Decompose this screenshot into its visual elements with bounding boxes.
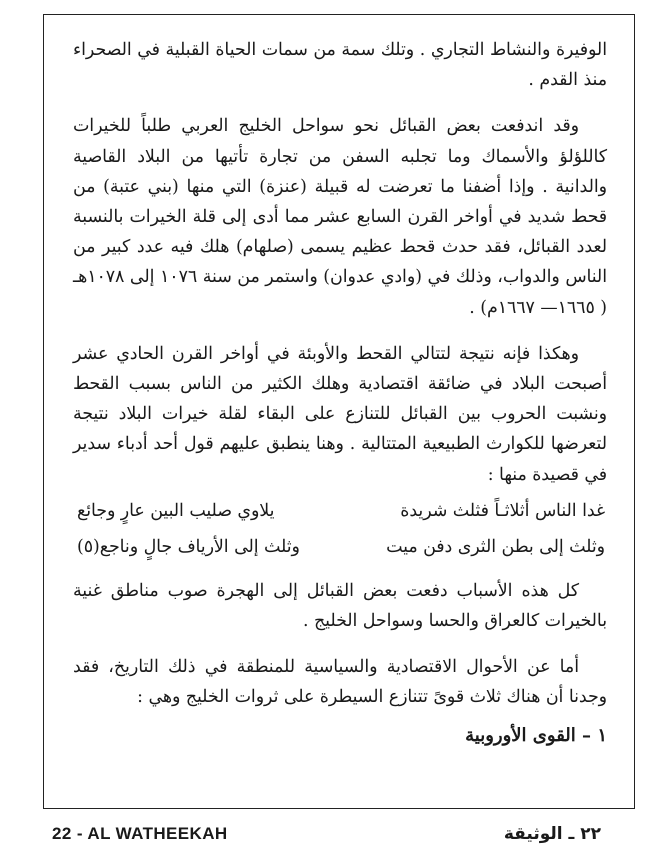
- verse-1-second-hemistich: يلاوي صليب البين عارٍ وجائع: [77, 500, 275, 521]
- footer-page-label-english: 22 - AL WATHEEKAH: [52, 824, 228, 843]
- paragraph-2: وقد اندفعت بعض القبائل نحو سواحل الخليج العربي طلباً للخيرات كاللؤلؤ والأسماك وما تجلبه السفن من تجارة تأتيها من البلاد القاصية والدانية . وإذا أضفنا ما تعرضت له قبيلة (عنزة) التي منها (بني عتبة) من قحط شديد في أواخر القرن السابع عشر مما أدى إلى قلة الخيرات بالنسبة لعدد القبائل، فقد حدث قحط عظيم يسمى (صلهام) هلك فيه عدد كبير من الناس والدواب، وذلك في (وادي عدوان) واستمر من سنة ١٠٧٦ إلى ١٠٧٨هـ ( ١٦٦٥— ١٦٦٧م) .: [73, 116, 607, 318]
- paragraph-3: وهكذا فإنه نتيجة لتتالي القحط والأوبئة في أواخر القرن الحادي عشر أصبحت البلاد في ضائقة اقتصادية وهلك الكثير من الناس بسبب القحط ونشبت الحروب بين القبائل للتنازع على البقاء لقلة خيرات البلاد نتيجة لتعرضها للكوارث الطبيعية المتتالية . وهنا ينطبق عليهم قول أحد أدباء سدير في قصيدة منها :: [73, 343, 607, 485]
- paragraph-4: كل هذه الأسباب دفعت بعض القبائل إلى الهجرة صوب مناطق غنية بالخيرات كالعراق والحسا وسواحل الخليج .: [73, 580, 607, 632]
- verse-2-second-hemistich: وثلث إلى الأرياف جالٍ وناجع(٥): [77, 536, 300, 557]
- poem-verse-2: [73, 532, 607, 562]
- verse-2-first-hemistich: وثلث إلى بطن الثرى دفن ميت: [386, 536, 605, 557]
- paragraph-1: الوفيرة والنشاط التجاري . وتلك سمة من سمات الحياة القبلية في الصحراء منذ القدم .: [73, 40, 607, 91]
- page-footer: [52, 814, 601, 854]
- page-body: [43, 14, 635, 809]
- verse-1-first-hemistich: غدا الناس أثلاثـاً فثلث شريدة: [400, 500, 605, 521]
- footer-page-label-arabic: ٢٢ ـ الوثيقة: [503, 824, 601, 844]
- section-heading: ١ – القوى الأوروبية: [465, 724, 607, 746]
- paragraph-5: أما عن الأحوال الاقتصادية والسياسية للمنطقة في ذلك التاريخ، فقد وجدنا أن هناك ثلاث قوىً تتنازع السيطرة على ثروات الخليج وهي :: [73, 657, 607, 708]
- poem-verse-1: [73, 496, 607, 526]
